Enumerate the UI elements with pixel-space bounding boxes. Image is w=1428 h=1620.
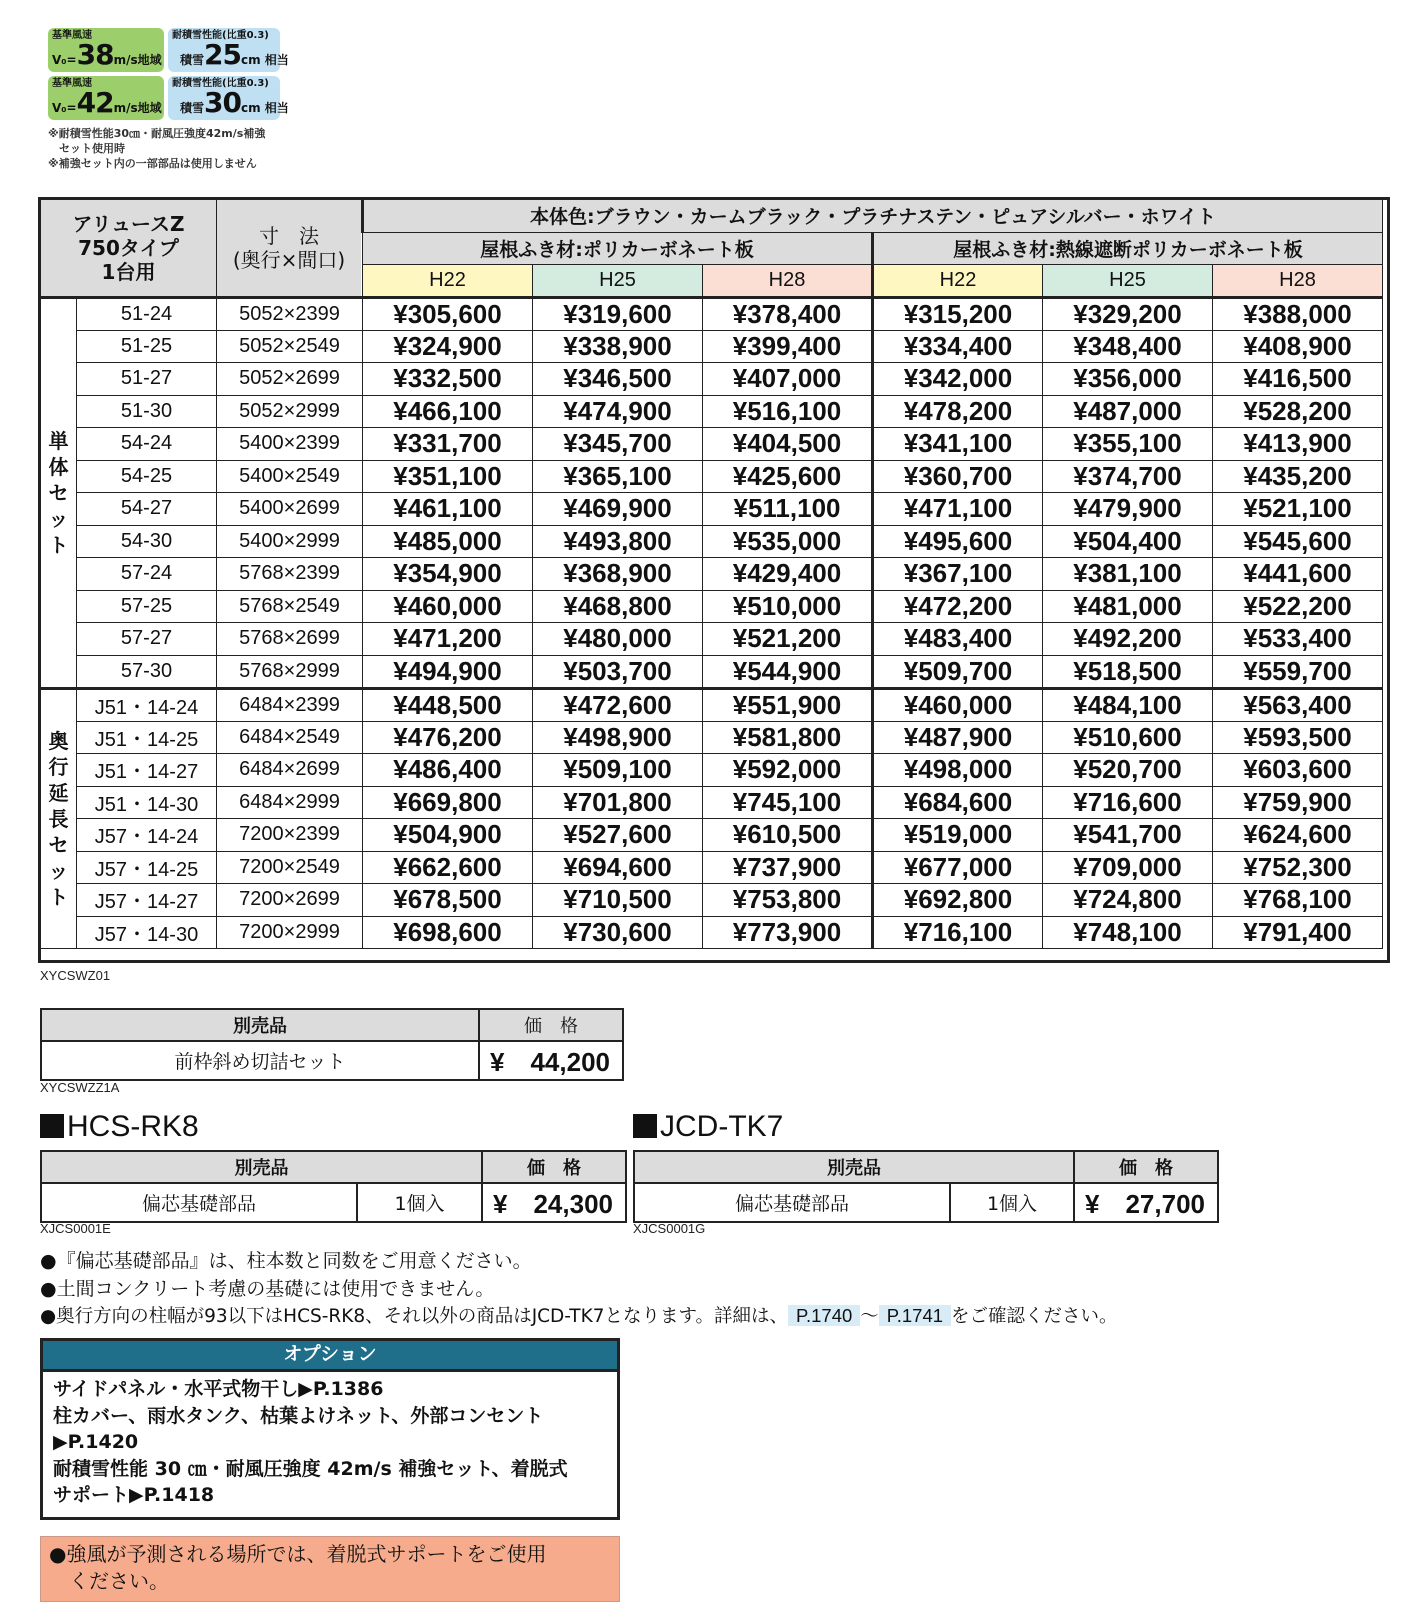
price-cell: ¥592,000 (703, 754, 873, 787)
price-cell: ¥759,900 (1213, 786, 1383, 819)
price-cell: ¥593,500 (1213, 721, 1383, 754)
price-cell: ¥503,700 (533, 655, 703, 688)
model-code: 51-27 (77, 363, 217, 396)
table-row (41, 428, 1383, 461)
price-cell: ¥472,600 (533, 688, 703, 721)
price-cell: ¥710,500 (533, 884, 703, 917)
dimension: 7200×2549 (217, 851, 363, 884)
height-header: H25 (1043, 265, 1213, 298)
price-cell: ¥334,400 (873, 330, 1043, 363)
price-cell: ¥521,200 (703, 623, 873, 656)
price-cell: ¥678,500 (363, 884, 533, 917)
dimension: 6484×2999 (217, 786, 363, 819)
dimension: 6484×2549 (217, 721, 363, 754)
price-cell: ¥563,400 (1213, 688, 1383, 721)
model-code: 51-25 (77, 330, 217, 363)
price-cell: ¥460,000 (363, 590, 533, 623)
model-code: 57-25 (77, 590, 217, 623)
hcs-table (40, 1150, 627, 1223)
price-cell: ¥338,900 (533, 330, 703, 363)
price-cell: ¥332,500 (363, 363, 533, 396)
model-code: J57・14-24 (77, 819, 217, 852)
price-cell: ¥684,600 (873, 786, 1043, 819)
page-ref-link[interactable]: P.1740 (788, 1305, 860, 1326)
wind-unit: m/s地域 (113, 53, 162, 67)
roof-header-a: 屋根ふき材:ポリカーボネート板 (363, 232, 873, 265)
option-line: 柱カバー、雨水タンク、枯葉よけネット、外部コンセント (53, 1404, 544, 1427)
price-table (40, 199, 1383, 949)
warning-line: ●強風が予測される場所では、着脱式サポートをご使用 (49, 1542, 547, 1566)
price-cell: ¥408,900 (1213, 330, 1383, 363)
price-cell: ¥520,700 (1043, 754, 1213, 787)
price-cell: ¥724,800 (1043, 884, 1213, 917)
model-code: J57・14-25 (77, 851, 217, 884)
option-line: サポート▶P.1418 (53, 1484, 215, 1506)
model-code: 51-30 (77, 395, 217, 428)
dimension: 6484×2699 (217, 754, 363, 787)
table-row (41, 688, 1383, 721)
table-row (41, 884, 1383, 917)
model-code: 57-30 (77, 655, 217, 688)
option-line: 耐積雪性能 30 ㎝・耐風圧強度 42m/s 補強セット、着脱式 (53, 1457, 568, 1480)
dimension: 5768×2549 (217, 590, 363, 623)
table-row (41, 363, 1383, 396)
price-cell: ¥692,800 (873, 884, 1043, 917)
price-cell: ¥495,600 (873, 525, 1043, 558)
price-cell: ¥551,900 (703, 688, 873, 721)
price-cell: ¥494,900 (363, 655, 533, 688)
bullet-note-ref (40, 1302, 1118, 1328)
price-cell: ¥479,900 (1043, 493, 1213, 526)
roof-header-b: 屋根ふき材:熱線遮断ポリカーボネート板 (873, 232, 1383, 265)
model-code: J51・14-27 (77, 754, 217, 787)
price-cell: ¥416,500 (1213, 363, 1383, 396)
price-header: 価 格 (1074, 1151, 1218, 1183)
price-cell: ¥404,500 (703, 428, 873, 461)
snow-badge-30 (168, 76, 289, 120)
price-cell: ¥544,900 (703, 655, 873, 688)
price-cell: ¥716,100 (873, 916, 1043, 949)
price-cell: ¥509,700 (873, 655, 1043, 688)
badge-note-1: ※耐積雪性能30㎝・耐風圧強度42m/s補強 (48, 127, 266, 140)
price-cell: ¥669,800 (363, 786, 533, 819)
price-cell: ¥469,900 (533, 493, 703, 526)
price-cell: ¥493,800 (533, 525, 703, 558)
price-cell: ¥354,900 (363, 558, 533, 591)
price-cell: ¥737,900 (703, 851, 873, 884)
item-header: 別売品 (41, 1009, 479, 1041)
price-cell: ¥471,100 (873, 493, 1043, 526)
model-code: J51・14-30 (77, 786, 217, 819)
size-header (217, 200, 363, 298)
price-cell: ¥716,600 (1043, 786, 1213, 819)
price-cell: ¥413,900 (1213, 428, 1383, 461)
model-code: 54-30 (77, 525, 217, 558)
table-row (41, 851, 1383, 884)
dimension: 5052×2549 (217, 330, 363, 363)
price-cell: ¥487,900 (873, 721, 1043, 754)
price-cell: ¥381,100 (1043, 558, 1213, 591)
price-cell: ¥581,800 (703, 721, 873, 754)
price-cell: ¥461,100 (363, 493, 533, 526)
price-cell: ¥478,200 (873, 395, 1043, 428)
price-cell: ¥342,000 (873, 363, 1043, 396)
price-cell: ¥472,200 (873, 590, 1043, 623)
wind-badge-label: 基準風速 (52, 30, 92, 41)
price-cell: ¥435,200 (1213, 460, 1383, 493)
color-header: 本体色:ブラウン・カームブラック・プラチナステン・ピュアシルバー・ホワイト (363, 200, 1383, 233)
price-cell: ¥545,600 (1213, 525, 1383, 558)
range-sep: ～ (860, 1306, 879, 1327)
square-icon (40, 1114, 64, 1138)
badge-note-2: セット使用時 (48, 142, 125, 155)
price-cell: ¥356,000 (1043, 363, 1213, 396)
model-code: 57-24 (77, 558, 217, 591)
price-cell: ¥483,400 (873, 623, 1043, 656)
model-code: J51・14-25 (77, 721, 217, 754)
price-cell: ¥305,600 (363, 297, 533, 330)
dimension: 7200×2699 (217, 884, 363, 917)
table-row (41, 558, 1383, 591)
price-cell: ¥521,100 (1213, 493, 1383, 526)
option-cut-table (40, 1008, 624, 1081)
height-header: H28 (703, 265, 873, 298)
price-cell: ¥360,700 (873, 460, 1043, 493)
wind-prefix: V₀= (52, 53, 77, 67)
table-row (41, 754, 1383, 787)
price-cell: ¥603,600 (1213, 754, 1383, 787)
corner-header (41, 200, 217, 298)
table-row (41, 590, 1383, 623)
options-body (43, 1372, 617, 1513)
model-code: 51-24 (77, 297, 217, 330)
price-cell: ¥474,900 (533, 395, 703, 428)
model-code: 57-27 (77, 623, 217, 656)
option-cut-code: XYCSWZZ1A (40, 1080, 120, 1095)
wind-prefix: V₀= (52, 101, 77, 115)
price-cell: ¥351,100 (363, 460, 533, 493)
corner-line: 750タイプ (78, 235, 179, 260)
size-header-line: 寸 法 (259, 223, 319, 248)
dimension: 7200×2999 (217, 916, 363, 949)
price-cell: ¥378,400 (703, 297, 873, 330)
price-cell: ¥355,100 (1043, 428, 1213, 461)
options-header: オプション (43, 1341, 617, 1372)
price-cell: ¥331,700 (363, 428, 533, 461)
price-cell: ¥348,400 (1043, 330, 1213, 363)
price-cell: ¥511,100 (703, 493, 873, 526)
price-cell: ¥791,400 (1213, 916, 1383, 949)
price-cell: ¥460,000 (873, 688, 1043, 721)
item-qty: 1個入 (950, 1183, 1074, 1222)
group-label: 単体セット (41, 297, 77, 688)
price-cell: ¥535,000 (703, 525, 873, 558)
dimension: 5400×2399 (217, 428, 363, 461)
price-cell: ¥315,200 (873, 297, 1043, 330)
price-cell: ¥341,100 (873, 428, 1043, 461)
price-cell: ¥518,500 (1043, 655, 1213, 688)
price-cell: ¥498,000 (873, 754, 1043, 787)
price-cell: ¥374,700 (1043, 460, 1213, 493)
model-code: 54-25 (77, 460, 217, 493)
price-cell: ¥480,000 (533, 623, 703, 656)
price-cell: ¥429,400 (703, 558, 873, 591)
wind-unit: m/s地域 (113, 101, 162, 115)
dimension: 5400×2999 (217, 525, 363, 558)
item-name: 偏芯基礎部品 (634, 1183, 950, 1222)
wind-badge-38 (48, 28, 164, 72)
price-cell: ¥481,000 (1043, 590, 1213, 623)
model-code: J57・14-30 (77, 916, 217, 949)
price-cell: ¥486,400 (363, 754, 533, 787)
price-cell: ¥753,800 (703, 884, 873, 917)
warning-box (40, 1536, 620, 1602)
dimension: 5768×2999 (217, 655, 363, 688)
table-row (41, 655, 1383, 688)
item-header: 別売品 (634, 1151, 1074, 1183)
snow-value: 30 (204, 86, 241, 119)
wind-badge-42 (48, 76, 164, 120)
badge-note-3: ※補強セット内の一部部品は使用しません (48, 157, 257, 170)
price-header: 価 格 (479, 1009, 623, 1041)
price-cell: ¥345,700 (533, 428, 703, 461)
price-cell: ¥752,300 (1213, 851, 1383, 884)
price-header: 価 格 (482, 1151, 626, 1183)
wind-value: 38 (76, 38, 114, 71)
snow-badge-label: 耐積雪性能(比重0.3) (172, 30, 269, 41)
price-cell: ¥745,100 (703, 786, 873, 819)
model-code: J57・14-27 (77, 884, 217, 917)
corner-line: 1台用 (101, 259, 156, 284)
price-cell: ¥533,400 (1213, 623, 1383, 656)
price-cell: ¥407,000 (703, 363, 873, 396)
price-cell: ¥624,600 (1213, 819, 1383, 852)
square-icon (633, 1114, 657, 1138)
price-cell: ¥471,200 (363, 623, 533, 656)
price-cell: ¥730,600 (533, 916, 703, 949)
price-cell: ¥527,600 (533, 819, 703, 852)
hcs-title (40, 1110, 199, 1144)
price-cell: ¥528,200 (1213, 395, 1383, 428)
price-cell: ¥773,900 (703, 916, 873, 949)
price-cell: ¥441,600 (1213, 558, 1383, 591)
snow-prefix: 積雪 (180, 101, 205, 115)
item-name: 偏芯基礎部品 (41, 1183, 357, 1222)
option-line: ▶P.1420 (53, 1431, 139, 1453)
price-cell: ¥485,000 (363, 525, 533, 558)
bullet-text: ●奥行方向の柱幅が93以下はHCS-RK8、それ以外の商品はJCD-TK7となります。詳細は、 (40, 1306, 789, 1327)
hcs-code: XJCS0001E (40, 1221, 111, 1236)
model-code: J51・14-24 (77, 688, 217, 721)
model-code: 54-27 (77, 493, 217, 526)
price-cell: ¥516,100 (703, 395, 873, 428)
dimension: 6484×2399 (217, 688, 363, 721)
price-cell: ¥662,600 (363, 851, 533, 884)
price-cell: ¥484,100 (1043, 688, 1213, 721)
size-header-line: (奥行×間口) (232, 247, 346, 272)
price-cell: ¥509,100 (533, 754, 703, 787)
price-cell: ¥487,000 (1043, 395, 1213, 428)
snow-unit: cm 相当 (240, 53, 289, 67)
bullet-note: ●『偏芯基礎部品』は、柱本数と同数をご用意ください。 (40, 1250, 532, 1272)
price-cell: ¥319,600 (533, 297, 703, 330)
price-cell: ¥694,600 (533, 851, 703, 884)
price-cell: ¥388,000 (1213, 297, 1383, 330)
price-cell: ¥701,800 (533, 786, 703, 819)
dimension: 5052×2999 (217, 395, 363, 428)
wind-value: 42 (76, 86, 114, 119)
price-cell: ¥448,500 (363, 688, 533, 721)
snow-badge-25 (168, 28, 289, 72)
price-cell: ¥425,600 (703, 460, 873, 493)
warning-line: ください。 (49, 1569, 169, 1593)
item-price: ¥ 24,300 (482, 1183, 626, 1222)
price-cell: ¥698,600 (363, 916, 533, 949)
table-row (41, 916, 1383, 949)
dimension: 5768×2699 (217, 623, 363, 656)
price-cell: ¥748,100 (1043, 916, 1213, 949)
option-line: サイドパネル・水平式物干し▶P.1386 (53, 1378, 384, 1400)
height-header: H28 (1213, 265, 1383, 298)
item-header: 別売品 (41, 1151, 482, 1183)
table-row (41, 623, 1383, 656)
jcd-table (633, 1150, 1219, 1223)
price-cell: ¥476,200 (363, 721, 533, 754)
price-cell: ¥504,400 (1043, 525, 1213, 558)
jcd-title-text: JCD-TK7 (660, 1110, 784, 1143)
dimension: 7200×2399 (217, 819, 363, 852)
corner-line: アリュースZ (72, 211, 185, 236)
price-cell: ¥498,900 (533, 721, 703, 754)
price-cell: ¥399,400 (703, 330, 873, 363)
dimension: 5768×2399 (217, 558, 363, 591)
table-row (41, 525, 1383, 558)
table-row (41, 721, 1383, 754)
snow-badge-label: 耐積雪性能(比重0.3) (172, 78, 269, 89)
price-cell: ¥677,000 (873, 851, 1043, 884)
wind-badge-label: 基準風速 (52, 78, 92, 89)
price-cell: ¥768,100 (1213, 884, 1383, 917)
price-cell: ¥368,900 (533, 558, 703, 591)
bullet-tail: をご確認ください。 (951, 1306, 1118, 1327)
price-cell: ¥559,700 (1213, 655, 1383, 688)
price-cell: ¥468,800 (533, 590, 703, 623)
height-header: H25 (533, 265, 703, 298)
table-row (41, 330, 1383, 363)
page-ref-link[interactable]: P.1741 (879, 1305, 951, 1326)
table-row (41, 786, 1383, 819)
snow-unit: cm 相当 (240, 101, 289, 115)
snow-value: 25 (204, 38, 241, 71)
bullet-note: ●土間コンクリート考慮の基礎には使用できません。 (40, 1278, 495, 1300)
table-code: XYCSWZ01 (40, 968, 111, 983)
height-header: H22 (363, 265, 533, 298)
price-cell: ¥492,200 (1043, 623, 1213, 656)
dimension: 5400×2699 (217, 493, 363, 526)
dimension: 5400×2549 (217, 460, 363, 493)
snow-prefix: 積雪 (180, 53, 205, 67)
table-row (41, 297, 1383, 330)
table-row (41, 819, 1383, 852)
hcs-title-text: HCS-RK8 (67, 1110, 199, 1143)
jcd-code: XJCS0001G (633, 1221, 706, 1236)
price-cell: ¥519,000 (873, 819, 1043, 852)
price-cell: ¥610,500 (703, 819, 873, 852)
price-cell: ¥504,900 (363, 819, 533, 852)
model-code: 54-24 (77, 428, 217, 461)
price-cell: ¥324,900 (363, 330, 533, 363)
item-price: ¥ 44,200 (479, 1041, 623, 1080)
item-name: 前枠斜め切詰セット (41, 1041, 479, 1080)
dimension: 5052×2399 (217, 297, 363, 330)
price-cell: ¥709,000 (1043, 851, 1213, 884)
price-cell: ¥510,600 (1043, 721, 1213, 754)
dimension: 5052×2699 (217, 363, 363, 396)
price-cell: ¥346,500 (533, 363, 703, 396)
price-cell: ¥365,100 (533, 460, 703, 493)
item-price: ¥ 27,700 (1074, 1183, 1218, 1222)
price-cell: ¥367,100 (873, 558, 1043, 591)
group-label: 奥行延長セット (41, 688, 77, 949)
price-cell: ¥522,200 (1213, 590, 1383, 623)
price-cell: ¥510,000 (703, 590, 873, 623)
item-qty: 1個入 (357, 1183, 482, 1222)
table-row (41, 395, 1383, 428)
jcd-title (633, 1110, 783, 1144)
options-box (40, 1338, 620, 1520)
price-cell: ¥466,100 (363, 395, 533, 428)
table-row (41, 493, 1383, 526)
height-header: H22 (873, 265, 1043, 298)
table-row (41, 460, 1383, 493)
price-cell: ¥329,200 (1043, 297, 1213, 330)
price-cell: ¥541,700 (1043, 819, 1213, 852)
